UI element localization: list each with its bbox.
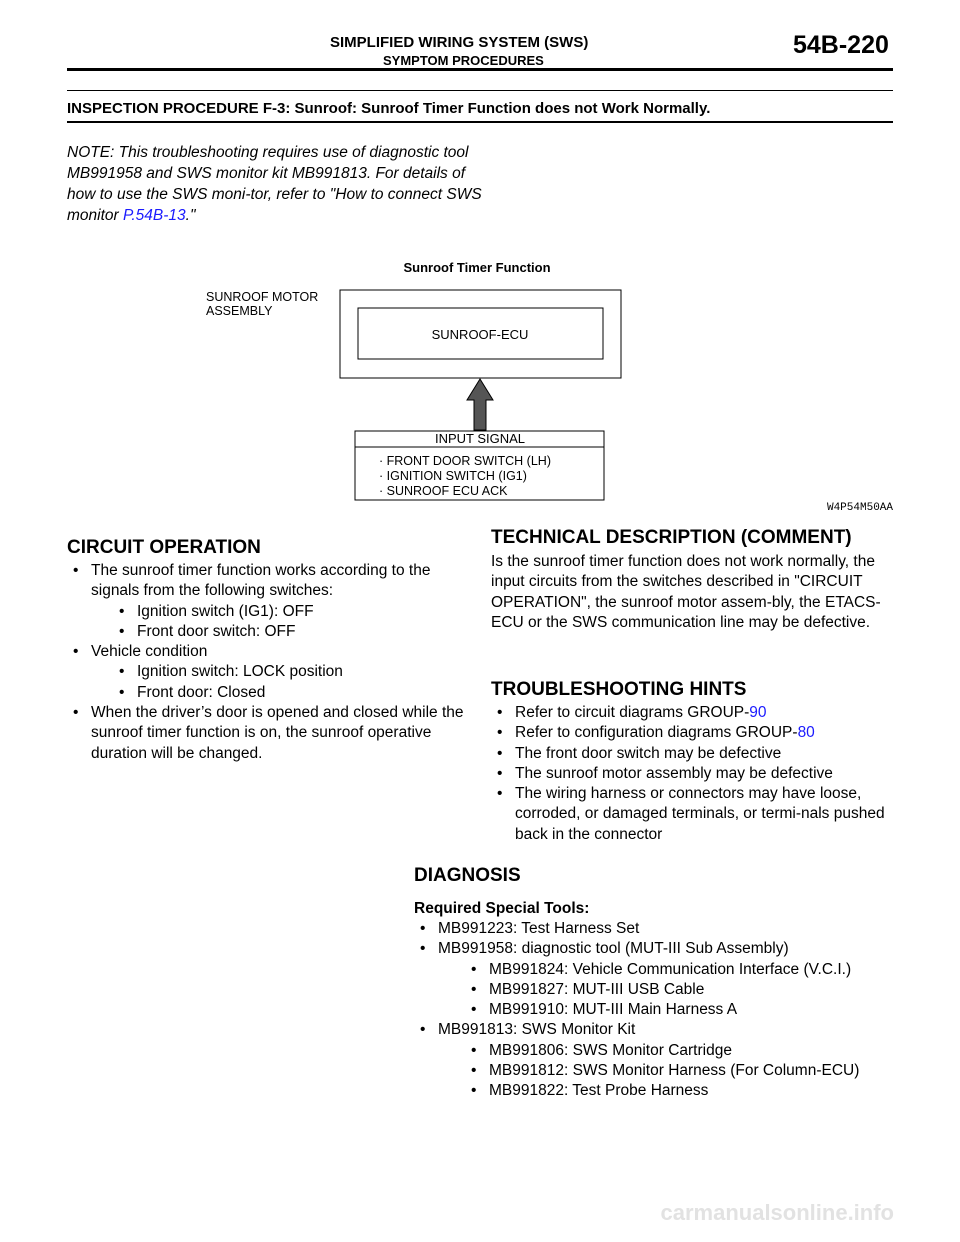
list-item: • MB991813: SWS Monitor Kit • MB991806: SWS Monitor Cartridge • MB991812: SWS Monitor Harness (For Column-ECU) • MB991822: Test Probe Harness	[414, 1020, 894, 1101]
list-item: • MB991910: MUT-III Main Harness A	[465, 1000, 894, 1020]
group-80-link[interactable]: 80	[797, 724, 815, 742]
section-title: SIMPLIFIED WIRING SYSTEM (SWS)	[330, 34, 589, 51]
diagram-code: W4P54M50AA	[826, 502, 893, 514]
note-link[interactable]: P.54B-13	[123, 207, 186, 224]
input-item: · FRONT DOOR SWITCH (LH)	[379, 454, 551, 468]
procedure-title: INSPECTION PROCEDURE F-3: Sunroof: Sunroof Timer Function does not Work Normally.	[67, 100, 711, 117]
troubleshooting-hints-heading: TROUBLESHOOTING HINTS	[491, 679, 747, 700]
input-signal-header: INPUT SIGNAL	[434, 431, 526, 446]
ecu-label: SUNROOF-ECU	[431, 327, 529, 342]
list-item: • MB991827: MUT-III USB Cable	[465, 980, 894, 1000]
note-text: NOTE: This troubleshooting requires use of diagnostic tool MB991958 and SWS monitor kit MB991813. For details of how to use the SWS moni-tor, refer to "How to connect SWS monitor	[67, 144, 482, 224]
list-item: • MB991223: Test Harness Set	[414, 919, 894, 939]
note-suffix: ."	[185, 207, 196, 224]
diagram-title: Sunroof Timer Function	[403, 260, 551, 275]
list-item: • Front door: Closed	[113, 683, 471, 703]
assembly-label-line1: SUNROOF MOTOR	[206, 290, 319, 304]
watermark: carmanualsonline.info	[660, 1200, 894, 1225]
input-item: · SUNROOF ECU ACK	[379, 484, 508, 498]
list-item: • Refer to configuration diagrams GROUP-80	[491, 723, 893, 743]
list-item: • The front door switch may be defective	[491, 744, 893, 764]
technical-description-heading: TECHNICAL DESCRIPTION (COMMENT)	[491, 527, 852, 548]
page-number: 54B-220	[793, 31, 889, 59]
list-item: • The sunroof timer function works according to the signals from the following switches: • Ignition switch (IG1): OFF • Front door switch: OFF	[67, 561, 471, 642]
assembly-label-line2: ASSEMBLY	[206, 304, 273, 318]
signal-arrow	[467, 379, 493, 430]
list-item: • MB991824: Vehicle Communication Interface (V.C.I.)	[465, 960, 894, 980]
list-item: • The wiring harness or connectors may have loose, corroded, or damaged terminals, or termi-nals pushed back in the connector	[491, 784, 893, 845]
required-tools-label: Required Special Tools:	[414, 900, 590, 917]
list-item: • MB991812: SWS Monitor Harness (For Column-ECU)	[465, 1061, 894, 1081]
list-item: • Ignition switch: LOCK position	[113, 662, 471, 682]
list-item: • Ignition switch (IG1): OFF	[113, 602, 471, 622]
list-item: • Refer to circuit diagrams GROUP-90	[491, 703, 893, 723]
subsection-title: SYMPTOM PROCEDURES	[383, 53, 544, 68]
sunroof-timer-diagram	[0, 0, 960, 520]
list-item: • Front door switch: OFF	[113, 622, 471, 642]
list-item: • When the driver’s door is opened and closed while the sunroof timer function is on, the sunroof operative duration will be changed.	[67, 703, 471, 764]
list-item: • MB991822: Test Probe Harness	[465, 1081, 894, 1101]
list-item: • The sunroof motor assembly may be defective	[491, 764, 893, 784]
technical-description-text: Is the sunroof timer function does not work normally, the input circuits from the switches described in "CIRCUIT OPERATION", the sunroof motor assem-bly, the ETACS-ECU or the SWS communication line may be defective.	[491, 553, 881, 631]
circuit-operation-heading: CIRCUIT OPERATION	[67, 537, 261, 558]
list-item: • MB991806: SWS Monitor Cartridge	[465, 1041, 894, 1061]
troubleshooting-hints-list	[491, 703, 893, 845]
input-item: · IGNITION SWITCH (IG1)	[379, 469, 527, 483]
list-item: • MB991958: diagnostic tool (MUT-III Sub Assembly) • MB991824: Vehicle Communication Interface (V.C.I.) • MB991827: MUT-III USB Cable • MB991910: MUT-III Main Harness A	[414, 939, 894, 1020]
circuit-operation-list	[67, 561, 471, 764]
list-item: • Vehicle condition • Ignition switch: LOCK position • Front door: Closed	[67, 642, 471, 703]
diagnosis-tools-list	[414, 919, 894, 1102]
diagnosis-heading: DIAGNOSIS	[414, 865, 521, 886]
group-90-link[interactable]: 90	[749, 704, 767, 721]
